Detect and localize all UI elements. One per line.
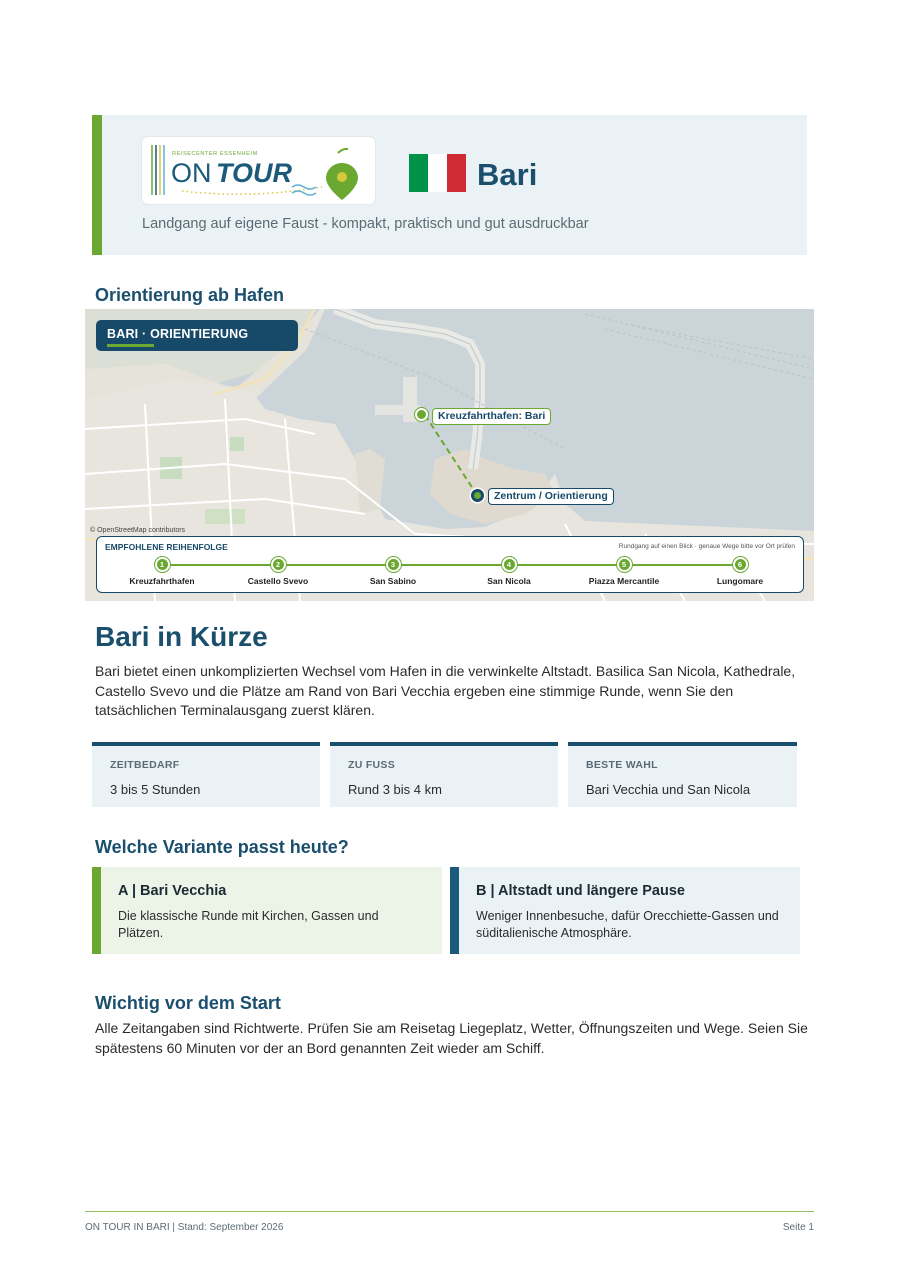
stop-number: 5: [617, 557, 632, 572]
stop-number: 4: [502, 557, 517, 572]
route-stop: [338, 557, 448, 586]
header-subtitle: Landgang auf eigene Faust - kompakt, praktisch und gut ausdruckbar: [142, 216, 589, 232]
stop-name: Castello Svevo: [247, 576, 309, 586]
stop-number: 1: [155, 557, 170, 572]
important-heading: Wichtig vor dem Start: [95, 993, 281, 1013]
stop-name: Lungomare: [716, 576, 764, 586]
orientation-map: [85, 309, 814, 601]
variant-text: Weniger Innenbesuche, dafür Orecchiette-Gassen und süditalienische Atmosphäre.: [476, 909, 779, 940]
map-title-text: BARI · ORIENTIERUNG: [107, 327, 249, 341]
route-sequence-box: [96, 536, 804, 593]
flag-stripe-red: [447, 154, 466, 192]
fact-card-walk: [330, 742, 558, 807]
footer-divider: [85, 1211, 814, 1212]
variant-card-a: [92, 867, 442, 954]
fact-card-time: [92, 742, 320, 807]
stop-number: 2: [271, 557, 286, 572]
footer-left: ON TOUR IN BARI | Stand: September 2026: [85, 1222, 284, 1233]
variant-title: A | Bari Vecchia: [118, 883, 227, 899]
variant-title: B | Altstadt und längere Pause: [476, 883, 685, 899]
fact-label: ZEITBEDARF: [110, 759, 180, 771]
fact-value: 3 bis 5 Stunden: [110, 782, 201, 797]
cruise-port-label: Kreuzfahrthafen: Bari: [432, 408, 551, 425]
route-note: Rundgang auf einen Blick · genaue Wege bitte vor Ort prüfen: [618, 543, 795, 550]
variant-card-b: [450, 867, 800, 954]
flag-stripe-green: [409, 154, 428, 192]
summary-intro: Bari bietet einen unkomplizierten Wechsel vom Hafen in die verwinkelte Altstadt. Basilica San Nicola, Kathedrale, Castello Svevo und die Plätze am Rand von Bari Vecchia ergeben eine stimmige Runde, wenn Sie den tatsächlichen Terminalausgang zuerst klären.: [95, 663, 796, 718]
center-pin[interactable]: [471, 489, 484, 502]
fact-label: ZU FUSS: [348, 759, 396, 771]
fact-label: BESTE WAHL: [586, 759, 658, 771]
route-stop: [107, 557, 217, 586]
variants-heading: Welche Variante passt heute?: [95, 837, 349, 857]
stop-name: Piazza Mercantile: [588, 576, 660, 586]
map-title-underline: [107, 344, 154, 347]
italy-flag: [409, 154, 466, 192]
stop-name: San Sabino: [369, 576, 417, 586]
header-box: [92, 115, 807, 255]
stop-number: 6: [733, 557, 748, 572]
route-stop: [569, 557, 679, 586]
flag-stripe-white: [428, 154, 447, 192]
summary-title: Bari in Kürze: [95, 621, 268, 652]
route-stop: [223, 557, 333, 586]
logo-word-on: ON: [171, 158, 212, 188]
page-number: Seite 1: [782, 1222, 814, 1233]
logo-word-tour: TOUR: [216, 158, 293, 188]
ontour-logo: [142, 137, 375, 204]
center-label: Zentrum / Orientierung: [488, 488, 614, 505]
city-title: Bari: [477, 157, 538, 192]
orientation-heading: Orientierung ab Hafen: [95, 285, 285, 305]
fact-value: Bari Vecchia und San Nicola: [586, 782, 751, 797]
route-stop: [454, 557, 564, 586]
variant-text: Die klassische Runde mit Kirchen, Gassen und Plätzen.: [118, 909, 379, 940]
route-title: EMPFOHLENE REIHENFOLGE: [105, 542, 228, 552]
stop-number: 3: [386, 557, 401, 572]
stop-name: San Nicola: [487, 576, 531, 586]
stop-name: Kreuzfahrthafen: [129, 576, 195, 586]
map-title-badge: [96, 320, 298, 351]
fact-card-best: [568, 742, 797, 807]
logo-top-line: REISECENTER ESSENHEIM: [172, 151, 258, 157]
fact-value: Rund 3 bis 4 km: [348, 782, 442, 797]
map-attribution: © OpenStreetMap contributors: [90, 527, 186, 534]
route-stop: [685, 557, 795, 586]
important-text: Alle Zeitangaben sind Richtwerte. Prüfen Sie am Reisetag Liegeplatz, Wetter, Öffnungszeiten und Wege. Seien Sie spätestens 60 Minuten vor der an Bord genannten Zeit wieder am Schiff.: [95, 1020, 808, 1056]
cruise-port-pin[interactable]: [415, 408, 428, 421]
